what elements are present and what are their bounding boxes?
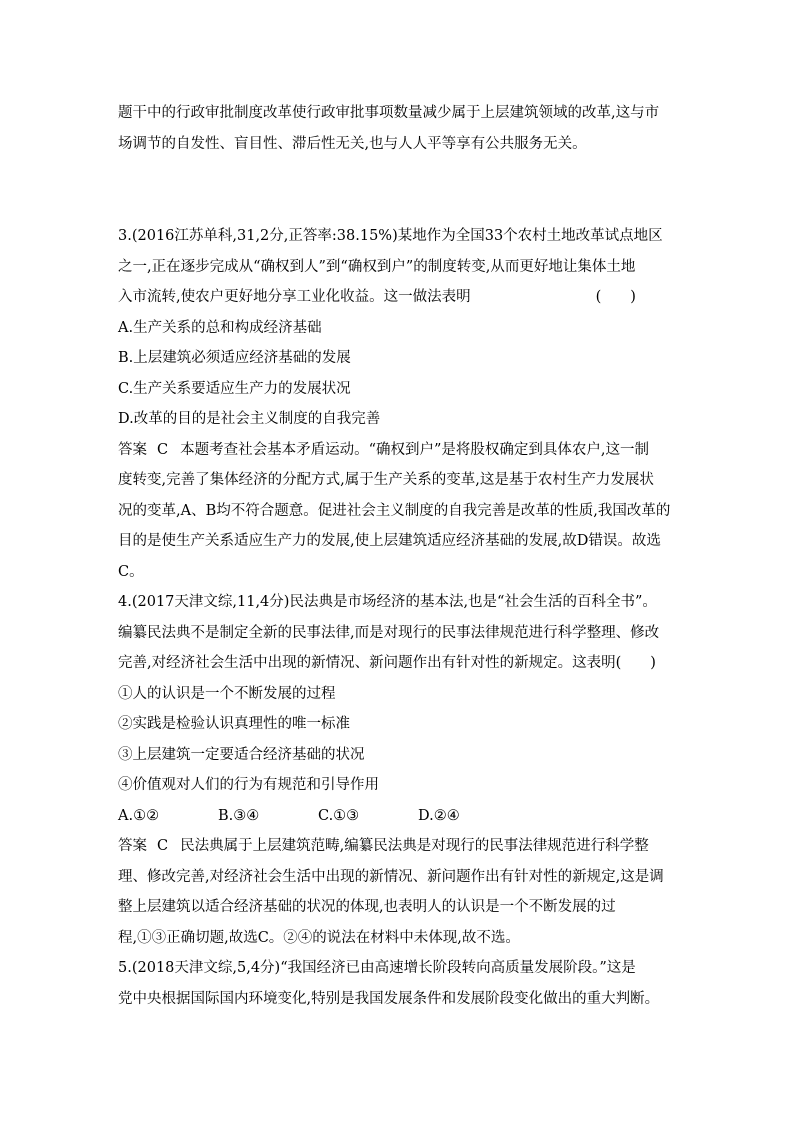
- intro-line: 题干中的行政审批制度改革使行政审批事项数量减少属于上层建筑领域的改革,这与市: [118, 105, 660, 121]
- q4-answer-label: 答案: [118, 838, 147, 854]
- q4-explanation-line: 整上层建筑以适合经济基础的状况的体现,也表明人的认识是一个不断发展的过: [118, 899, 616, 915]
- q3-option-d: D.改革的目的是社会主义制度的自我完善: [118, 411, 381, 427]
- question-4: [118, 587, 683, 953]
- q3-answer-blank: ( ): [595, 289, 636, 305]
- q4-stem-line: 4.(2017天津文综,11,4分)民法典是市场经济的基本法,也是“社会生活的百科全书”。: [118, 594, 657, 610]
- q3-answer-label: 答案: [118, 441, 147, 458]
- q3-option-b: B.上层建筑必须适应经济基础的发展: [118, 350, 351, 366]
- q4-explanation-line: 理、修改完善,对经济社会生活中出现的新情况、新问题作出有针对性的新规定,这是调: [118, 868, 664, 885]
- q3-option-c: C.生产关系要适应生产力的发展状况: [118, 380, 351, 397]
- q4-choice-a: A.①②: [118, 807, 160, 824]
- q3-answer-value: C: [157, 441, 169, 458]
- q3-stem-text: 入市流转,使农户更好地分享工业化收益。这一做法表明: [118, 289, 471, 305]
- q3-option-a: A.生产关系的总和构成经济基础: [118, 319, 322, 336]
- section-gap: [118, 159, 683, 221]
- q3-explanation-line: 目的是使生产关系适应生产力的发展,使上层建筑适应经济基础的发展,故D错误。故选: [118, 533, 661, 549]
- q3-stem-line: [118, 282, 683, 313]
- q4-statement: ②实践是检验认识真理性的唯一标准: [118, 716, 350, 732]
- q3-answer-line: [118, 435, 683, 466]
- q3-explanation-line: 况的变革,A、B均不符合题意。促进社会主义制度的自我完善是改革的性质,我国改革的: [118, 502, 671, 519]
- q3-stem-line: 之一,正在逐步完成从“确权到人”到“确权到户”的制度转变,从而更好地让集体土地: [118, 258, 636, 275]
- q4-statement: ①人的认识是一个不断发展的过程: [118, 685, 336, 702]
- q3-explanation-line: 度转变,完善了集体经济的分配方式,属于生产关系的变革,这是基于农村生产力发展状: [118, 472, 654, 488]
- question-5: [118, 953, 683, 1014]
- q4-choice-b: B.③④: [218, 807, 260, 824]
- q4-stem-line: 编纂民法典不是制定全新的民事法律,而是对现行的民事法律规范进行科学整理、修改: [118, 624, 660, 641]
- q4-answer-line: [118, 831, 683, 862]
- q4-choice-c: C.①③: [318, 807, 360, 824]
- q5-stem-line: 党中央根据国际国内环境变化,特别是我国发展条件和发展阶段变化做出的重大判断。: [118, 990, 660, 1007]
- q3-stem-line: 3.(2016江苏单科,31,2分,正答率:38.15%)某地作为全国33个农村土地改革试点地区: [118, 228, 663, 244]
- q4-choice-d: D.②④: [418, 807, 460, 824]
- q4-explanation-line: 程,①③正确切题,故选C。②④的说法在材料中未体现,故不选。: [118, 929, 520, 946]
- q3-explanation-line: C。: [118, 563, 144, 580]
- q4-choices: [118, 801, 683, 832]
- question-3: [118, 221, 683, 587]
- q3-explanation-text: 本题考查社会基本矛盾运动。“确权到户”是将股权确定到具体农户,这一制: [180, 441, 650, 458]
- intro-line: 场调节的自发性、盲目性、滞后性无关,也与人人平等享有公共服务无关。: [118, 135, 587, 152]
- q4-statement: ④价值观对人们的行为有规范和引导作用: [118, 777, 379, 793]
- q4-explanation-text: 民法典属于上层建筑范畴,编纂民法典是对现行的民事法律规范进行科学整: [180, 838, 649, 854]
- page-content: [118, 98, 683, 1014]
- q4-stem-line: 完善,对经济社会生活中出现的新情况、新问题作出有针对性的新规定。这表明( ): [118, 655, 656, 671]
- q4-statement: ③上层建筑一定要适合经济基础的状况: [118, 746, 365, 763]
- q4-answer-value: C: [157, 838, 169, 854]
- q5-stem-line: 5.(2018天津文综,5,4分)“我国经济已由高速增长阶段转向高质量发展阶段。”这是: [118, 960, 636, 976]
